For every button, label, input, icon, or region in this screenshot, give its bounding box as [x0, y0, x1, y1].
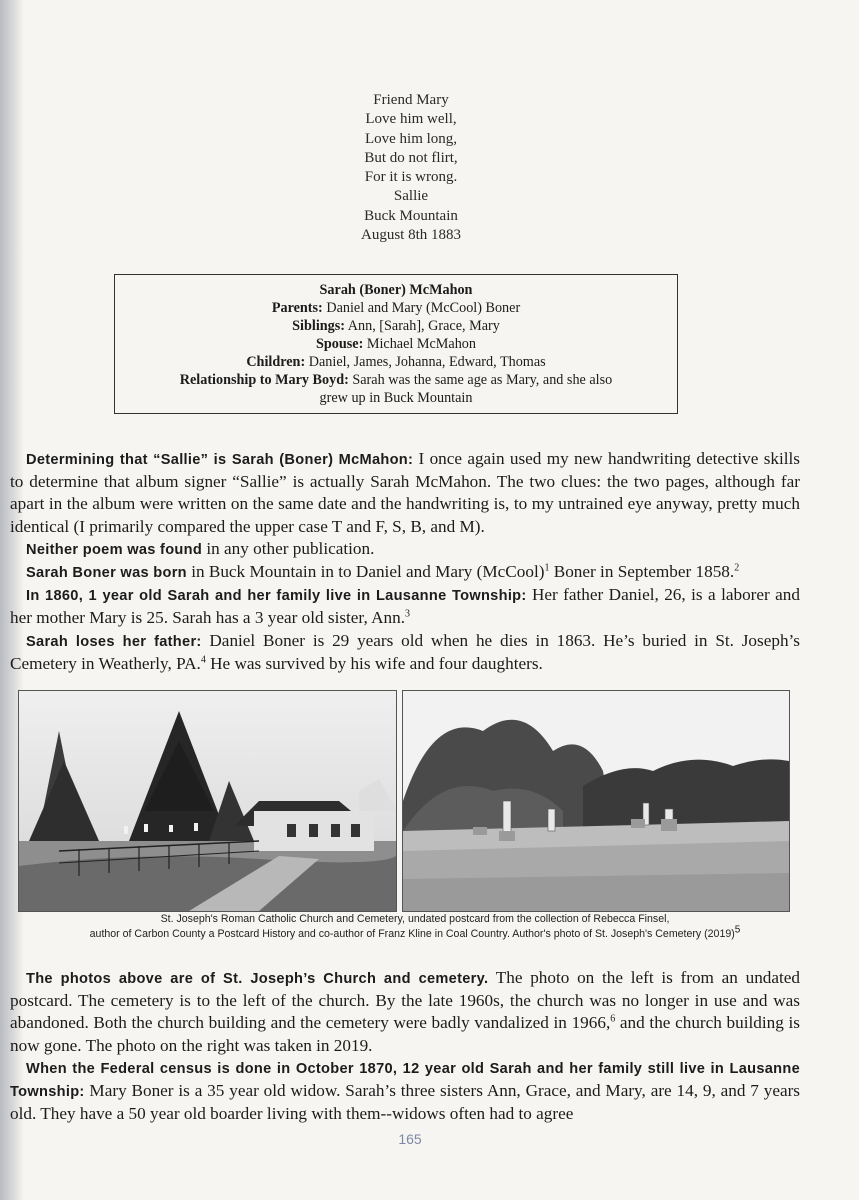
- profile-label: Children:: [246, 354, 306, 370]
- paragraph-text: Her father Daniel, 26, is a laborer and her mother Mary is 25. Sarah has a 3 year old sister, Ann.: [10, 585, 800, 628]
- paragraph-text: and the church building is now gone. The photo on the right was taken in 2019.: [10, 1013, 800, 1055]
- paragraph: [10, 1057, 800, 1126]
- profile-value: Michael McMahon: [363, 336, 476, 352]
- paragraph-lead: In 1860, 1 year old Sarah and her family live in Lausanne Township:: [26, 588, 527, 605]
- profile-value: Daniel, James, Johanna, Edward, Thomas: [305, 354, 546, 370]
- paragraph-lead: Sarah Boner was born: [26, 565, 187, 582]
- paragraph-lead: When the Federal census is done in October 1870, 12 year old Sarah and her family still live in Lausanne Township:: [10, 1060, 800, 1101]
- footnote-marker: 3: [405, 608, 411, 620]
- profile-row-spouse: [125, 335, 667, 353]
- body-text-bottom: [10, 967, 800, 1125]
- profile-value: Ann, [Sarah], Grace, Mary: [345, 318, 500, 334]
- profile-value: Sarah was the same age as Mary, and she also grew up in Buck Mountain: [319, 372, 613, 406]
- footnote-marker: 1: [544, 562, 550, 574]
- footnote-marker: 4: [200, 654, 206, 666]
- profile-label: Siblings:: [292, 318, 345, 334]
- paragraph-text: in any other publication.: [202, 538, 375, 558]
- paragraph: [10, 538, 800, 561]
- profile-label: Relationship to Mary Boyd:: [179, 372, 349, 388]
- paragraph-text: The photo on the left is from an undated postcard. The cemetery is to the left of the church. By the late 1960s, the church was no longer in use and was abandoned. Both the church building and the cemetery were badly vandalized in 1966,: [10, 968, 801, 1033]
- poem-line: Love him well,: [365, 111, 457, 128]
- poem-line: Friend Mary: [373, 92, 449, 108]
- paragraph-lead: Sarah loses her father:: [26, 633, 202, 650]
- poem-signature: Sallie: [393, 188, 429, 205]
- footnote-marker: 6: [610, 1013, 616, 1025]
- paragraph: [10, 967, 800, 1057]
- paragraph-text: Mary Boner is a 35 year old widow. Sarah’s three sisters Ann, Grace, and Mary, are 14, 9, and 7 years old. They have a 50 year old boarder living with them--widows often had to agree: [10, 1081, 800, 1124]
- paragraph-text: Daniel Boner is 29 years old when he dies in 1863. He’s buried in St. Joseph’s Cemetery in Weatherly, PA.: [10, 630, 800, 673]
- paragraph-text: He was survived by his wife and four daughters.: [205, 653, 543, 673]
- profile-row-children: [125, 353, 667, 371]
- paragraph: [10, 561, 800, 584]
- profile-box: [114, 274, 678, 414]
- poem: [300, 91, 522, 245]
- profile-row-siblings: [125, 317, 667, 335]
- paragraph-lead: Neither poem was found: [26, 541, 203, 558]
- footnote-marker: 2: [734, 562, 740, 574]
- paragraph: [10, 584, 800, 629]
- paragraph-text: Boner in September 1858.: [549, 562, 735, 582]
- profile-row-parents: [125, 299, 667, 317]
- cemetery-photo: [402, 690, 790, 912]
- paragraph: [10, 448, 800, 538]
- poem-place: Buck Mountain: [364, 207, 458, 224]
- paragraph-lead: Determining that “Sallie” is Sarah (Boner) McMahon:: [26, 452, 414, 468]
- poem-line: For it is wrong.: [364, 169, 458, 186]
- paragraph: [10, 630, 800, 675]
- profile-value: Daniel and Mary (McCool) Boner: [322, 300, 521, 316]
- paragraph-text: in Buck Mountain in to Daniel and Mary (McCool): [186, 562, 545, 582]
- profile-label: Parents:: [271, 300, 323, 316]
- body-text-top: [10, 448, 800, 675]
- poem-date: August 8th 1883: [360, 227, 461, 244]
- page-number: 165: [398, 1131, 422, 1147]
- profile-title: Sarah (Boner) McMahon: [319, 282, 473, 298]
- caption-line: St. Joseph's Roman Catholic Church and Cemetery, undated postcard from the collection of Rebecca Finsel,: [160, 913, 670, 925]
- poem-line: Love him long,: [364, 130, 458, 147]
- photo-caption: [10, 912, 820, 942]
- poem-line: But do not flirt,: [364, 149, 458, 166]
- paragraph-lead: The photos above are of St. Joseph’s Church and cemetery.: [26, 971, 489, 987]
- caption-line: [10, 924, 820, 942]
- caption-text: author of Carbon County a Postcard History and co-author of Franz Kline in Coal Country. Author's photo of St. Joseph's Cemetery (2019): [89, 928, 735, 941]
- paragraph-text: I once again used my new handwriting detective skills to determine that album signer “Sallie” is actually Sarah McMahon. The two clues: the two pages, although far apart in the album were written on the same date and the handwriting is, to my untrained eye anyway, pretty much identical (I primarily compared the upper case T and F, S, B, and M).: [10, 449, 800, 536]
- profile-row-relationship: [125, 371, 667, 407]
- church-postcard-photo: [18, 690, 397, 912]
- footnote-marker: 5: [734, 924, 741, 936]
- profile-label: Spouse:: [316, 336, 364, 352]
